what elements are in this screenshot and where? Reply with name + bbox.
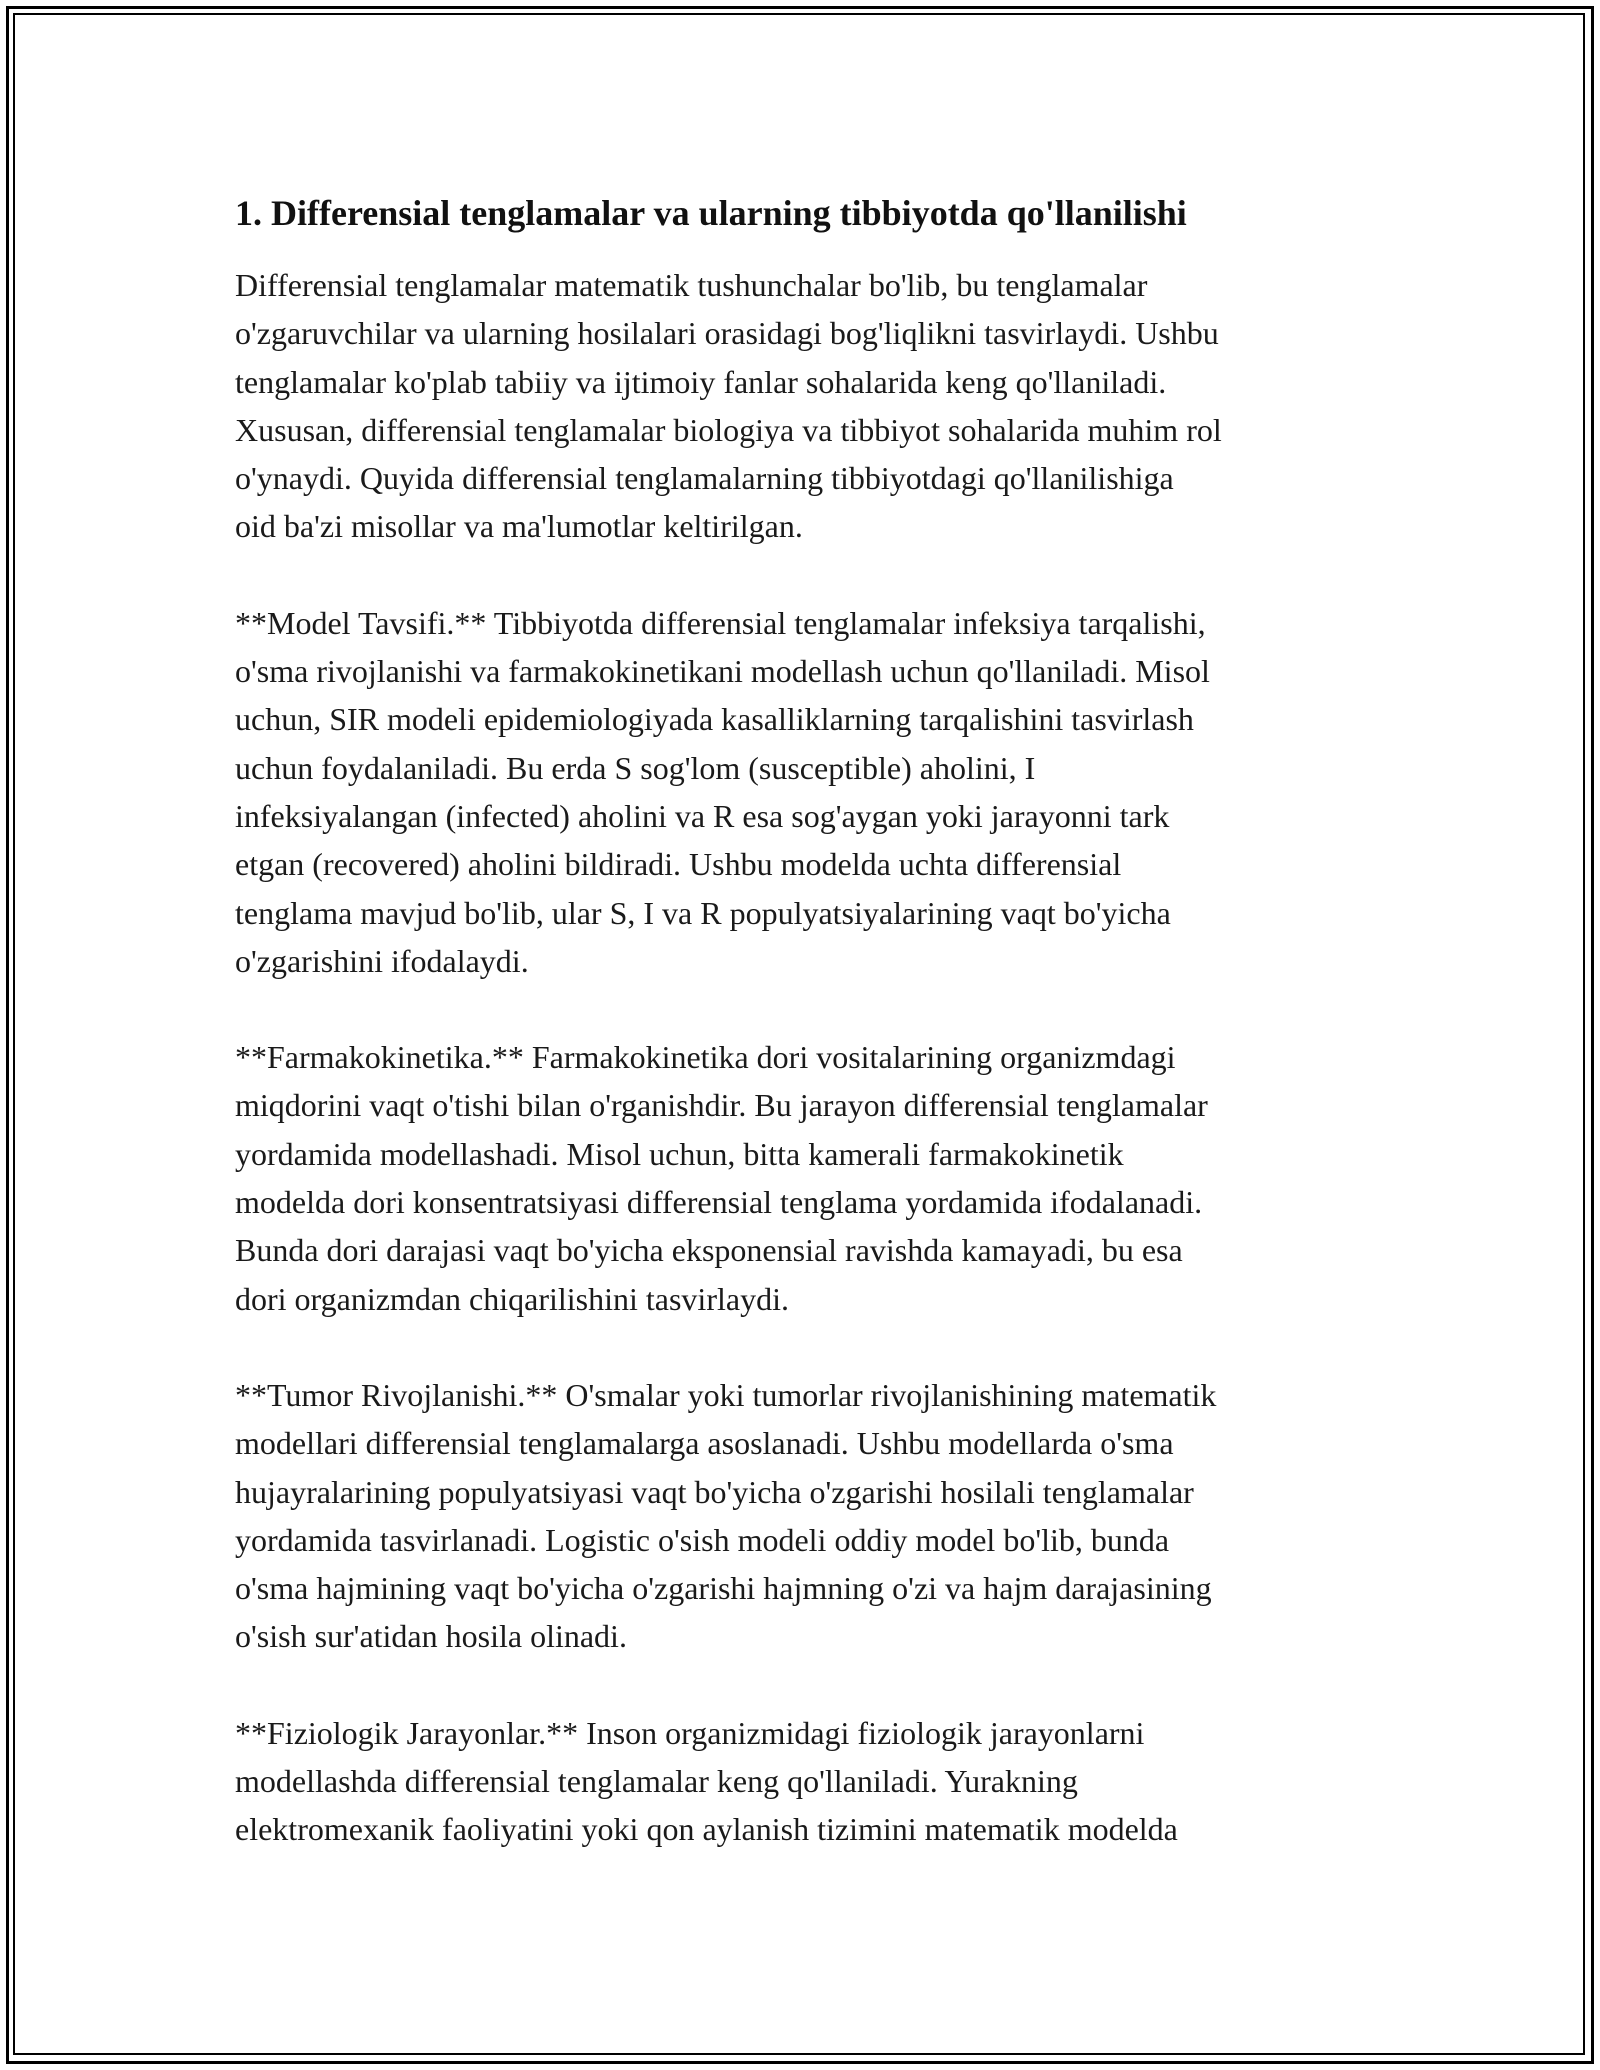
section-heading: 1. Differensial tenglamalar va ularning tibbiyotda qo'llanilishi [235, 193, 1187, 233]
paragraph-tumor-rivojlanishi: **Tumor Rivojlanishi.** O'smalar yoki tumorlar rivojlanishining matematik modellari differensial tenglamalarga asoslanadi. Ushbu modellarda o'sma hujayralarining populyatsiyasi vaqt bo'yicha o'zgarishi hosilali tenglamalar yordamida tasvirlanadi. Logistic o'sish modeli oddiy model bo'lib, bunda o'sma hajmining vaqt bo'yicha o'zgarishi hajmning o'zi va hajm darajasining o'sish sur'atidan hosila olinadi. [235, 1376, 1217, 1655]
document-body [235, 185, 1375, 1902]
paragraph-fiziologik-jarayonlar: **Fiziologik Jarayonlar.** Inson organizmidagi fiziologik jarayonlarni modellashda differensial tenglamalar keng qo'llaniladi. Yurakning elektromexanik faoliyatini yoki qon aylanish tizimini matematik modelda [235, 1714, 1178, 1848]
paragraph-farmakokinetika: **Farmakokinetika.** Farmakokinetika dori vositalarining organizmdagi miqdorini vaqt o'tishi bilan o'rganishdir. Bu jarayon differensial tenglamalar yordamida modellashadi. Misol uchun, bitta kamerali farmakokinetik modelda dori konsentratsiyasi differensial tenglama yordamida ifodalanadi. Bunda dori darajasi vaqt bo'yicha eksponensial ravishda kamayadi, bu esa dori organizmdan chiqarilishini tasvirlaydi. [235, 1039, 1208, 1317]
paragraph-model-tavsifi: **Model Tavsifi.** Tibbiyotda differensial tenglamalar infeksiya tarqalishi, o'sma rivojlanishi va farmakokinetikani modellash uchun qo'llaniladi. Misol uchun, SIR modeli epidemiologiyada kasalliklarning tarqalishini tasvirlash uchun foydalaniladi. Bu erda S sog'lom (susceptible) aholini, I infeksiyalangan (infected) aholini va R esa sog'aygan yoki jarayonni tark etgan (recovered) aholini bildiradi. Ushbu modelda uchta differensial tenglama mavjud bo'lib, ular S, I va R populyatsiyalarining vaqt bo'yicha o'zgarishini ifodalaydi. [235, 604, 1210, 979]
paragraph-intro: Differensial tenglamalar matematik tushunchalar bo'lib, bu tenglamalar o'zgaruvchilar va ularning hosilalari orasidagi bog'liqlikni tasvirlaydi. Ushbu tenglamalar ko'plab tabiiy va ijtimoiy fanlar sohalarida keng qo'llaniladi. Xususan, differensial tenglamalar biologiya va tibbiyot sohalarida muhim rol o'ynaydi. Quyida differensial tenglamalarning tibbiyotdagi qo'llanilishiga oid ba'zi misollar va ma'lumotlar keltirilgan. [235, 267, 1222, 545]
